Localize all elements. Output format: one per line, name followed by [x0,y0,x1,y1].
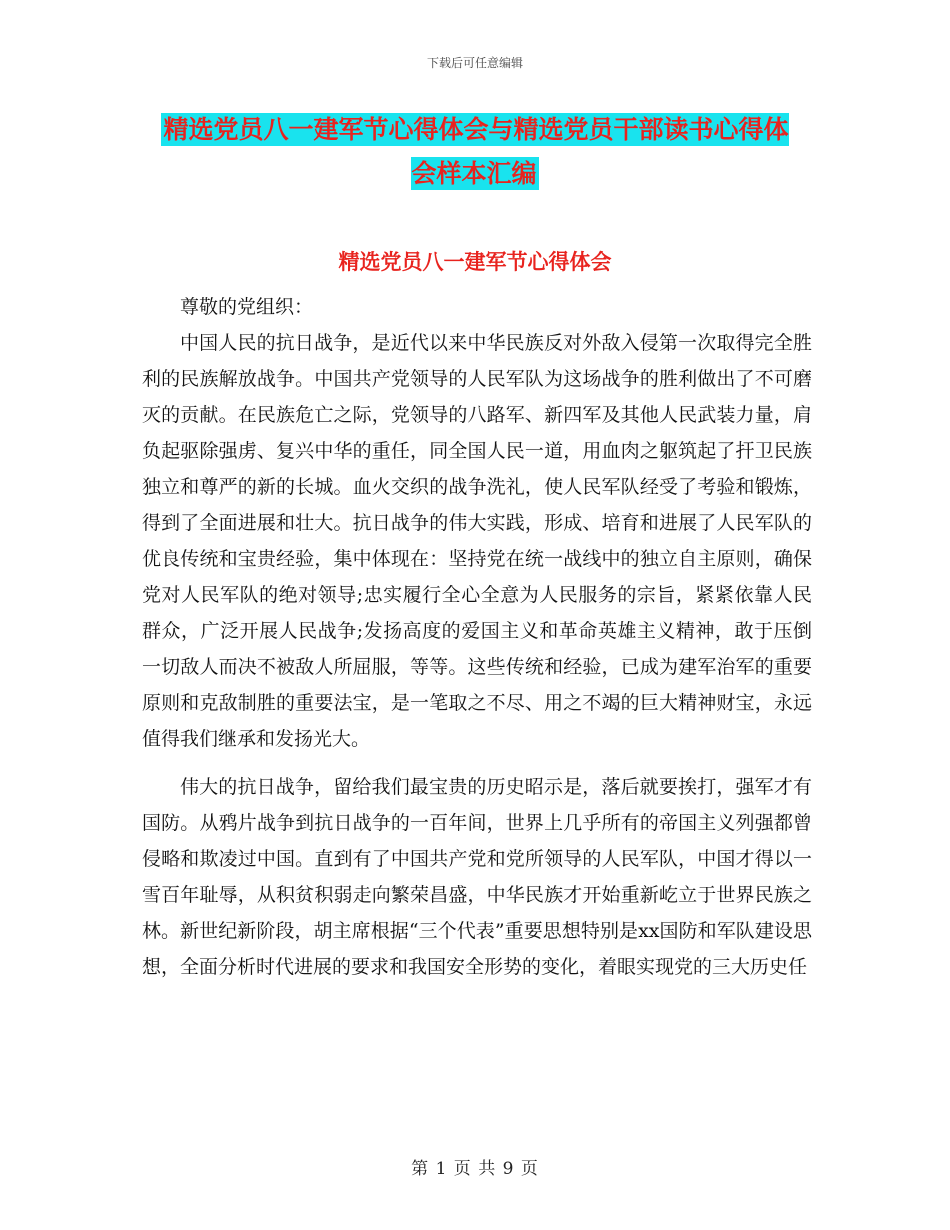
document-title-text: 精选党员八一建军节心得体会与精选党员干部读书心得体会样本汇编 [163,115,789,188]
section-title: 精选党员八一建军节心得体会 [338,250,612,274]
header-note: 下载后可任意编辑 [426,56,523,70]
paragraph-1: 中国人民的抗日战争，是近代以来中华民族反对外敌入侵第一次取得完全胜利的民族解放战争。中国共产党领导的人民军队为这场战争的胜利做出了不可磨灭的贡献。在民族危亡之际，党领导的八路军、新四军及其他人民武装力量，肩负起驱除强虏、复兴中华的重任，同全国人民一道，用血肉之躯筑起了扞卫民族独立和尊严的新的长城。血火交织的战争洗礼，使人民军队经受了考验和锻炼，得到了全面进展和壮大。抗日战争的伟大实践，形成、培育和进展了人民军队的优良传统和宝贵经验，集中体现在：坚持党在统一战线中的独立自主原则，确保党对人民军队的绝对领导;忠实履行全心全意为人民服务的宗旨，紧紧依靠人民群众，广泛开展人民战争;发扬高度的爱国主义和革命英雄主义精神，敢于压倒一切敌人而决不被敌人所屈服，等等。这些传统和经验，已成为建军治军的重要原则和克敌制胜的重要法宝，是一笔取之不尽、用之不竭的巨大精神财宝，永远值得我们继承和发扬光大。 [142,332,812,750]
paragraph-2: 伟大的抗日战争，留给我们最宝贵的历史昭示是，落后就要挨打，强军才有国防。从鸦片战争到抗日战争的一百年间，世界上几乎所有的帝国主义列强都曾侵略和欺凌过中国。直到有了中国共产党和党所领导的人民军队，中国才得以一雪百年耻辱，从积贫积弱走向繁荣昌盛，中华民族才开始重新屹立于世界民族之林。新世纪新阶段，胡主席根据“三个代表”重要思想特别是xx国防和军队建设思想，全面分析时代进展的要求和我国安全形势的变化，着眼实现党的三大历史任 [142,776,812,978]
salutation: 尊敬的党组织： [180,296,314,318]
document-body [142,289,812,985]
document-title [150,108,800,196]
page-footer: 第 1 页 共 9 页 [411,1159,539,1179]
